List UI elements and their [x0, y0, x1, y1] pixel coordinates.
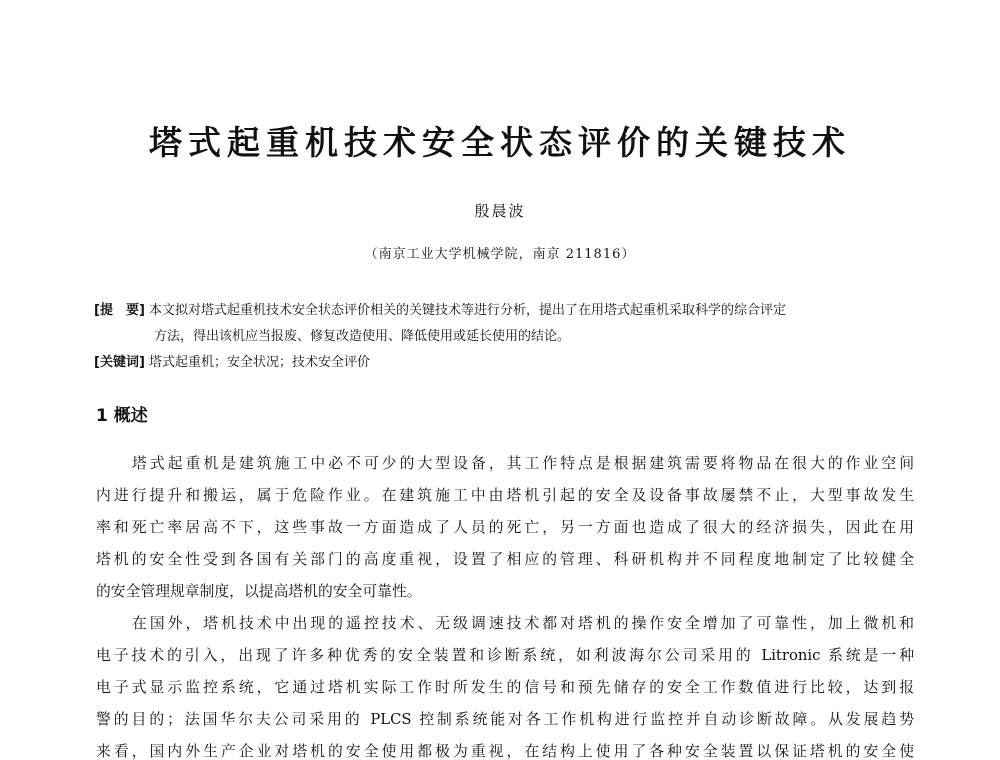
paragraph-line: 率和死亡率居高不下，这些事故一方面造成了人员的死亡，另一方面也造成了很大的经济损失，因此在用	[96, 519, 914, 536]
author-affiliation: （南京工业大学机械学院，南京 211816）	[364, 247, 636, 262]
abstract-text: 方法，得出该机应当报废、修复改造使用、降低使用或延长使用的结论。	[154, 329, 571, 344]
abstract-label: [提 要]	[94, 303, 145, 318]
paragraph-line: 警的目的；法国华尔夫公司采用的 PLCS 控制系统能对各工作机构进行监控并自动诊断故障。从发展趋势	[96, 711, 914, 728]
paper-title: 塔式起重机技术安全状态评价的关键技术	[149, 123, 851, 162]
paragraph-line: 电子式显示监控系统，它通过塔机实际工作时所发生的信号和预先储存的安全工作数值进行比较，达到报	[96, 679, 914, 696]
paragraph-line: 内进行提升和搬运，属于危险作业。在建筑施工中由塔机引起的安全及设备事故屡禁不止，大型事故发生	[96, 487, 914, 504]
abstract-line	[94, 324, 914, 350]
paragraph-line: 在国外，塔机技术中出现的遥控技术、无级调速技术都对塔机的操作安全增加了可靠性，加上微机和	[132, 615, 914, 632]
paragraph-line: 来看，国内外生产企业对塔机的安全使用都极为重视，在结构上使用了各种安全装置以保证塔机的安全使	[96, 743, 914, 760]
keywords-label: [关键词]	[94, 355, 145, 370]
author-name: 殷晨波	[474, 202, 526, 220]
abstract-text: 本文拟对塔式起重机技术安全状态评价相关的关键技术等进行分析，提出了在用塔式起重机采取科学的综合评定	[149, 303, 787, 318]
keywords-text: 塔式起重机；安全状况；技术安全评价	[149, 355, 371, 370]
paragraph-line: 电子技术的引入，出现了许多种优秀的安全装置和诊断系统，如利波海尔公司采用的 Litronic 系统是一种	[96, 647, 914, 664]
section-heading: 1 概述	[96, 406, 148, 426]
paragraph-line: 塔式起重机是建筑施工中必不可少的大型设备，其工作特点是根据建筑需要将物品在很大的作业空间	[132, 455, 914, 472]
paragraph-line: 塔机的安全性受到各国有关部门的高度重视，设置了相应的管理、科研机构并不同程度地制定了比较健全	[96, 551, 914, 568]
abstract-block	[94, 298, 914, 376]
abstract-line	[94, 298, 914, 324]
keywords-line	[94, 350, 914, 376]
section-body	[96, 448, 914, 760]
paragraph-line: 的安全管理规章制度，以提高塔机的安全可靠性。	[96, 583, 422, 600]
